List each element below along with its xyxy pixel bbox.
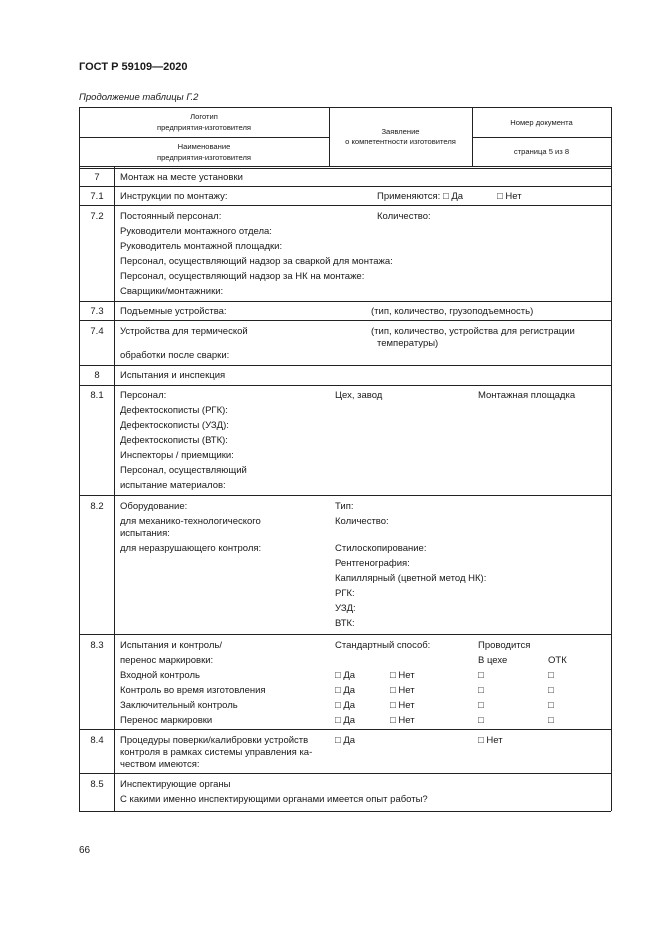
calibration-line: Процедуры поверки/калибровки устройств [120, 735, 309, 746]
equipment-field: ВТК: [335, 618, 355, 629]
heat-treatment-label-2: обработки после сварки: [120, 350, 230, 361]
checkbox-workshop[interactable]: □ [478, 715, 484, 726]
instructions-applied-no[interactable]: □ Нет [497, 191, 522, 202]
inspection-row-label: Входной контроль [120, 670, 200, 681]
staff-quantity-label: Количество: [377, 211, 431, 222]
checkbox-no[interactable]: □ Нет [390, 700, 415, 711]
staff-line: Сварщики/монтажники: [120, 286, 224, 297]
equipment-line: для механико-технологического [120, 516, 261, 527]
heat-treatment-note: (тип, количество, устройства для регистрации [371, 326, 575, 337]
checkbox-otk[interactable]: □ [548, 715, 554, 726]
header-name-sub: предприятия-изготовителя [156, 153, 252, 162]
installation-instructions-label: Инструкции по монтажу: [120, 191, 228, 202]
row-num-8-3: 8.3 [90, 640, 104, 651]
checkbox-no[interactable]: □ Нет [390, 685, 415, 696]
header-statement-sub: о компетентности изготовителя [345, 137, 456, 146]
equipment-line: Оборудование: [120, 501, 188, 512]
row-num-8-1: 8.1 [90, 390, 104, 401]
header-doc-number: Номер документа [510, 118, 573, 127]
lifting-devices-label: Подъемные устройства: [120, 306, 227, 317]
row-num-7-1: 7.1 [90, 191, 104, 202]
header-name: Наименование [177, 142, 231, 151]
inspection-heading: Испытания и контроль/ [120, 640, 222, 651]
inspection-row-label: Заключительный контроль [120, 700, 238, 711]
inspection-bodies-title: Инспектирующие органы [120, 779, 231, 790]
personnel-line: Инспекторы / приемщики: [120, 450, 234, 461]
workshop-header: В цехе [478, 655, 508, 666]
checkbox-otk[interactable]: □ [548, 670, 554, 681]
workshop-column-header: Цех, завод [335, 390, 383, 401]
row-num-8: 8 [94, 370, 100, 381]
section-8-title: Испытания и инспекция [120, 370, 226, 381]
personnel-line: Дефектоскописты (РГК): [120, 405, 228, 416]
staff-line: Руководитель монтажной площадки: [120, 241, 283, 252]
row-num-8-2: 8.2 [90, 501, 104, 512]
personnel-line: испытание материалов: [120, 480, 226, 491]
instructions-applied-yes[interactable]: Применяются: □ Да [377, 191, 464, 202]
equipment-line: испытания: [120, 528, 170, 539]
heat-treatment-label: Устройства для термической [120, 326, 248, 337]
inspection-bodies-question: С какими именно инспектирующими органами имеется опыт работы? [120, 794, 428, 805]
row-num-8-4: 8.4 [90, 735, 104, 746]
checkbox-yes[interactable]: □ Да [335, 700, 356, 711]
checkbox-workshop[interactable]: □ [478, 700, 484, 711]
equipment-field: Тип: [335, 501, 354, 512]
personnel-line: Персонал, осуществляющий [120, 465, 247, 476]
checkbox-no[interactable]: □ Нет [390, 715, 415, 726]
personnel-line: Персонал: [120, 390, 167, 401]
staff-line: Постоянный персонал: [120, 211, 222, 222]
staff-line: Руководители монтажного отдела: [120, 226, 272, 237]
row-num-8-5: 8.5 [90, 779, 104, 790]
calibration-line: контроля в рамках системы управления ка- [120, 747, 313, 758]
equipment-field: Стилоскопирование: [335, 543, 427, 554]
staff-line: Персонал, осуществляющий надзор за сваркой для монтажа: [120, 256, 393, 267]
checkbox-workshop[interactable]: □ [478, 670, 484, 681]
standard-method-header: Стандартный способ: [335, 640, 431, 651]
otk-header: ОТК [548, 655, 567, 666]
calibration-yes[interactable]: □ Да [335, 735, 356, 746]
row-num-7-3: 7.3 [90, 306, 104, 317]
calibration-line: чеством имеются: [120, 759, 200, 770]
site-column-header: Монтажная площадка [478, 390, 576, 401]
inspection-row-label: Контроль во время изготовления [120, 685, 266, 696]
conducted-header: Проводится [478, 640, 531, 651]
row-num-7-2: 7.2 [90, 211, 104, 222]
header-logo-sub: предприятия-изготовителя [156, 123, 252, 132]
inspection-heading-2: перенос маркировки: [120, 655, 214, 666]
equipment-line: для неразрушающего контроля: [120, 543, 262, 554]
calibration-no[interactable]: □ Нет [478, 735, 503, 746]
section-7-title: Монтаж на месте установки [120, 172, 243, 183]
page-number: 66 [79, 845, 91, 856]
heat-treatment-note-2: температуры) [377, 338, 439, 349]
equipment-field: Количество: [335, 516, 389, 527]
personnel-line: Дефектоскописты (ВТК): [120, 435, 228, 446]
checkbox-yes[interactable]: □ Да [335, 715, 356, 726]
header-logo: Логотип [190, 112, 218, 121]
document-title: ГОСТ Р 59109—2020 [79, 61, 188, 73]
checkbox-no[interactable]: □ Нет [390, 670, 415, 681]
checkbox-yes[interactable]: □ Да [335, 685, 356, 696]
checkbox-otk[interactable]: □ [548, 700, 554, 711]
equipment-field: Капиллярный (цветной метод НК): [335, 573, 487, 584]
equipment-field: Рентгенография: [335, 558, 410, 569]
equipment-field: РГК: [335, 588, 355, 599]
checkbox-yes[interactable]: □ Да [335, 670, 356, 681]
row-num-7: 7 [94, 172, 100, 183]
staff-line: Персонал, осуществляющий надзор за НК на монтаже: [120, 271, 365, 282]
lifting-devices-note: (тип, количество, грузоподъемность) [371, 306, 534, 317]
checkbox-workshop[interactable]: □ [478, 685, 484, 696]
checkbox-otk[interactable]: □ [548, 685, 554, 696]
header-page-of: страница 5 из 8 [513, 147, 570, 156]
equipment-field: УЗД: [335, 603, 356, 614]
table-continuation-caption: Продолжение таблицы Г.2 [79, 92, 199, 103]
header-statement: Заявление [381, 127, 420, 136]
personnel-line: Дефектоскописты (УЗД): [120, 420, 229, 431]
row-num-7-4: 7.4 [90, 326, 104, 337]
inspection-row-label: Перенос маркировки [120, 715, 213, 726]
